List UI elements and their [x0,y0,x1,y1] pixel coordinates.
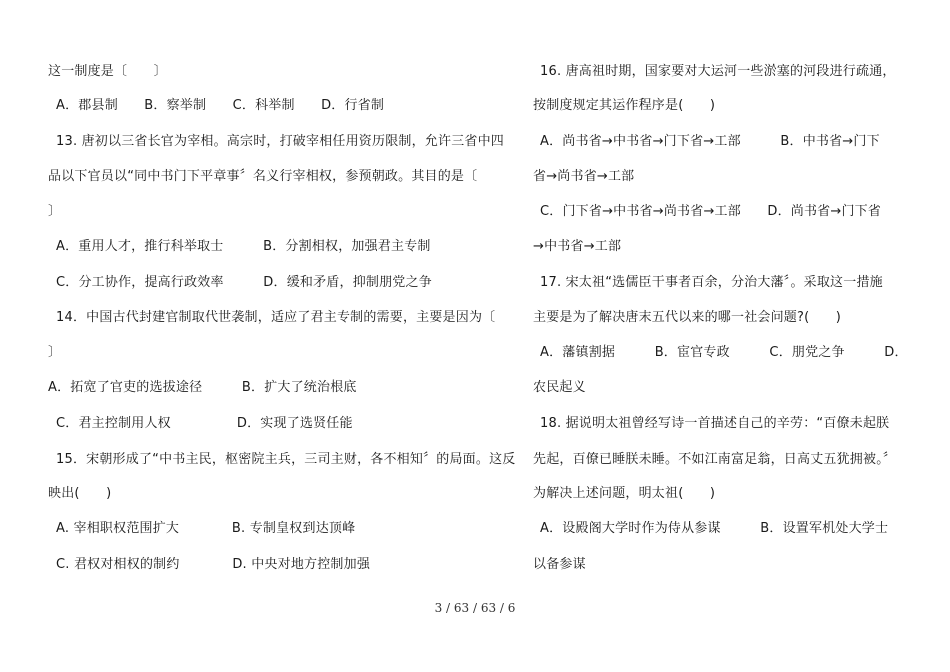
question-18-stem-line-3: 为解决上述问题，明太祖( ) [533,486,716,501]
question-13-stem-line-1: 13. 唐初以三省长官为宰相。高宗时，打破宰相任用资历限制，允许三省中四 [56,134,505,149]
question-13-stem-line-3: 〕 [48,204,62,219]
question-16-option-d-continued: →中书省→工部 [533,239,622,254]
question-15-options-cd: C. 君权对相权的制约 D. 中央对地方控制加强 [56,557,371,572]
question-12-options: A．郡县制 B．察举制 C．科举制 D．行省制 [56,98,385,113]
question-17-options: A．藩镇割据 B．宦官专政 C．朋党之争 D． [540,345,908,360]
question-13-stem-line-2: 品以下官员以“同中书门下平章事〞名义行宰相权，参预朝政。其目的是〔 [48,169,478,184]
question-15-stem-line-1: 15．宋朝形成了“中书主民，枢密院主兵，三司主财，各不相知〞的局面。这反 [56,452,516,467]
question-15-options-ab: A. 宰相职权范围扩大 B. 专制皇权到达顶峰 [56,521,356,536]
question-18-stem-line-1: 18. 据说明太祖曾经写诗一首描述自己的辛劳：“百僚未起朕 [540,416,890,431]
question-17-option-d-continued: 农民起义 [533,380,586,395]
question-16-options-ab: A．尚书省→中书省→门下省→工部 B．中书省→门下 [540,134,880,149]
question-15-stem-line-2: 映出( ) [48,486,112,501]
question-14-stem-line-1: 14．中国古代封建官制取代世袭制，适应了君主专制的需要，主要是因为〔 [56,310,496,325]
question-18-options-ab: A．设殿阁大学时作为侍从参谋 B．设置军机处大学士 [540,521,889,536]
question-16-stem-line-2: 按制度规定其运作程序是( ) [533,98,716,113]
question-14-options-ab: A．拓宽了官吏的选拔途径 B．扩大了统治根底 [48,380,357,395]
question-14-stem-line-2: 〕 [48,345,62,360]
question-16-options-cd: C．门下省→中书省→尚书省→工部 D．尚书省→门下省 [540,204,882,219]
question-16-stem-line-1: 16. 唐高祖时期，国家要对大运河一些淤塞的河段进行疏通， [540,64,896,79]
question-18-option-b-continued: 以备参谋 [533,557,586,572]
question-16-option-b-continued: 省→尚书省→工部 [533,169,635,184]
question-18-stem-line-2: 先起，百僚已睡朕未睡。不如江南富足翁，日高丈五犹拥被。〞 [533,452,897,467]
question-13-options-cd: C．分工协作，提高行政效率 D．缓和矛盾，抑制朋党之争 [56,275,432,290]
question-13-options-ab: A．重用人才，推行科举取士 B．分割相权，加强君主专制 [56,239,431,254]
question-14-options-cd: C．君主控制用人权 D．实现了选贤任能 [56,416,353,431]
question-12-tail: 这一制度是〔 〕 [48,64,167,79]
question-17-stem-line-2: 主要是为了解决唐末五代以来的哪一社会问题?( ) [533,310,842,325]
question-17-stem-line-1: 17. 宋太祖“选儒臣干事者百余，分治大藩〞。采取这一措施 [540,275,883,290]
page-number: 3 / 63 / 63 / 6 [434,601,516,615]
